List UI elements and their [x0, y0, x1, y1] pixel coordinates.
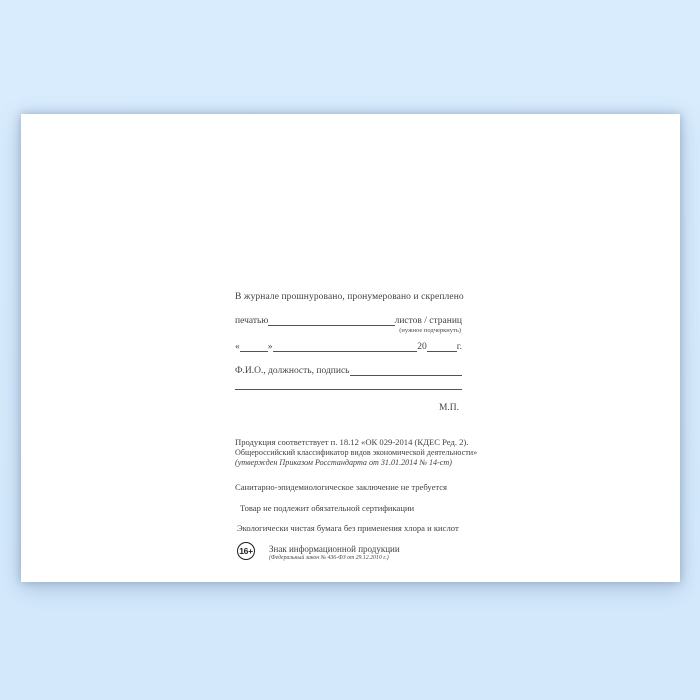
- age-badge-label: 16+: [239, 545, 253, 556]
- seal-label: печатью: [235, 316, 269, 326]
- sheets-pages-label: листов / страниц: [394, 316, 462, 326]
- binding-statement: В журнале прошнуровано, пронумеровано и скреплено: [235, 292, 464, 302]
- blank-line: [273, 350, 418, 352]
- sanitary-statement: Санитарно-эпидемиологическое заключение не требуется: [235, 481, 448, 492]
- age-mark-title: Знак информационной продукции: [269, 543, 400, 554]
- compliance-line-3: (утвержден Приказом Росстандарта от 31.01.2014 № 14-ст): [235, 458, 452, 467]
- underline-hint: (нужное подчеркнуть): [399, 327, 461, 334]
- document-text-block: [235, 292, 478, 562]
- year-prefix: 20: [417, 342, 427, 352]
- quote-open: «: [235, 342, 240, 352]
- certification-statement: Товар не подлежит обязательной сертификации: [240, 502, 415, 513]
- compliance-line-1: Продукция соответствует п. 18.12 «ОК 029-2014 (КДЕС Ред. 2).: [235, 437, 469, 447]
- extra-blank-line: [235, 380, 462, 391]
- age-mark-row: [235, 542, 462, 562]
- compliance-paragraph: [235, 437, 478, 469]
- blank-line: [350, 374, 463, 376]
- blank-line: [427, 350, 457, 352]
- blank-line: [235, 388, 462, 390]
- eco-statement: Экологически чистая бумага без применения хлора и кислот: [237, 522, 459, 533]
- signature-label: Ф.И.О., должность, подпись: [235, 366, 350, 376]
- quote-close: »: [267, 342, 273, 352]
- seal-place-abbr: М.П.: [438, 403, 459, 413]
- compliance-line-2: Общероссийский классификатор видов экономической деятельности»: [235, 447, 478, 457]
- blank-line: [268, 324, 394, 326]
- signature-blank-line: [235, 366, 462, 377]
- age-mark-law-reference: (Федеральный закон № 436-ФЗ от 29.12.2010 г.): [269, 554, 389, 561]
- seal-blank-line: [235, 316, 462, 327]
- document-sheet: [21, 114, 680, 582]
- age-mark-text: [269, 542, 400, 562]
- date-blank-line: [235, 342, 462, 353]
- blank-line: [240, 350, 268, 352]
- year-suffix: г.: [456, 342, 462, 352]
- age-16plus-icon: [237, 542, 255, 560]
